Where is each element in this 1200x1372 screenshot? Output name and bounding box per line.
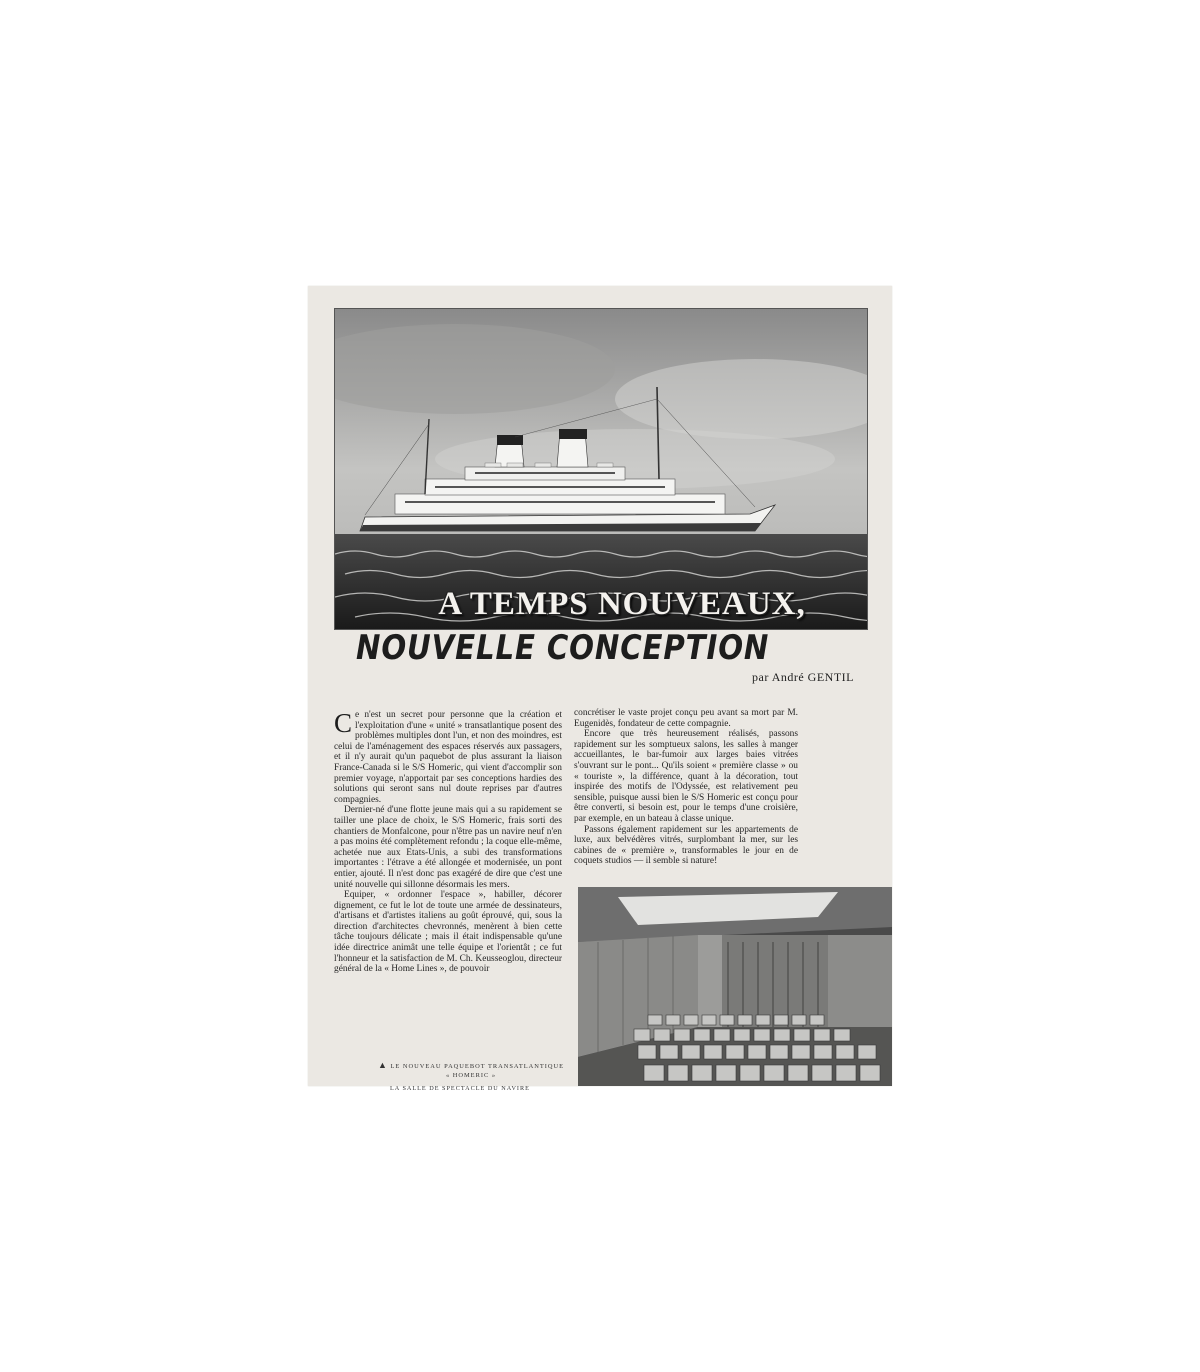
caption-theater: LA SALLE DE SPECTACLE DU NAVIRE xyxy=(390,1085,530,1092)
triangle-marker-icon: ▲ xyxy=(377,1060,388,1070)
ship-photograph xyxy=(334,308,868,630)
paragraph xyxy=(334,710,562,805)
caption-ship-text: LE NOUVEAU PAQUEBOT TRANSATLANTIQUE « HOMERIC » xyxy=(390,1063,565,1079)
text-column-right xyxy=(574,708,798,867)
paragraph-text: e n'est un secret pour personne que la création et l'exploitation d'une « unité » transatlantique posent des problèmes multiples dont l'un, et non des moindres, est celui de l'aménagement des espaces réservés aux passagers, et il n'y aurait qu'un paquebot de plus assurant la liaison France-Canada si le S/S Homeric, qui vient d'accomplir son premier voyage, n'apportait par ses conceptions hardies des solutions qui seront sans nul doute reprises par d'autres compagnies. xyxy=(334,710,562,805)
caption-ship xyxy=(376,1061,566,1080)
ship-illustration xyxy=(335,309,867,629)
headline-line-1: A TEMPS NOUVEAUX, xyxy=(438,586,806,622)
headline-line-2: NOUVELLE CONCEPTION xyxy=(356,628,770,668)
byline: par André GENTIL xyxy=(752,670,854,684)
text-column-left xyxy=(334,710,562,975)
theater-photograph xyxy=(578,887,892,1086)
paragraph: Encore que très heureusement réalisés, passons rapidement sur les somptueux salons, les salles à manger accueillantes, le bar-fumoir aux larges baies vitrées s'ouvrant sur le pont... Qu'ils soient « première classe » ou « touriste », la différence, quant à la décoration, tout inspirée des motifs de l'Odyssée, est relativement peu sensible, puisque aussi bien le S/S Homeric est conçu pour être converti, si besoin est, pour le temps d'une croisière, par exemple, en un bateau à classe unique. xyxy=(574,729,798,824)
drop-cap: C xyxy=(334,708,353,738)
paragraph: Equiper, « ordonner l'espace », habiller, décorer dignement, ce fut le lot de toute une armée de dessinateurs, d'artisans et d'artistes italiens au goût éprouvé, qui, sous la direction d'architectes chevronnés, menèrent à bien cette tâche toujours délicate ; mais il était indispensable qu'une idée directrice animât une telle équipe et l'orientât ; ce fut l'honneur et la satisfaction de M. Ch. Keusseoglou, directeur général de la « Home Lines », de pouvoir xyxy=(334,890,562,975)
paragraph: concrétiser le vaste projet conçu peu avant sa mort par M. Eugenidès, fondateur de cette compagnie. xyxy=(574,708,798,729)
paragraph: Dernier-né d'une flotte jeune mais qui a su rapidement se tailler une place de choix, le S/S Homeric, frais sorti des chantiers de Monfalcone, pour n'être pas un navire neuf n'en a pas moins été complètement refondu ; la coque elle-même, achetée nue aux Etats-Unis, a subi des transformations importantes : l'étrave a été allongée et modernisée, un pont entier, ajouté. Il n'est donc pas exagéré de dire que c'est une unité nouvelle qui sillonne désormais les mers. xyxy=(334,805,562,890)
theater-illustration xyxy=(578,887,892,1086)
paragraph: Passons également rapidement sur les appartements de luxe, aux belvédères vitrés, surplombant la mer, sur les cabines de « première », transformables le jour en de coquets studios — il semble si nature! xyxy=(574,824,798,867)
magazine-page xyxy=(308,286,892,1092)
